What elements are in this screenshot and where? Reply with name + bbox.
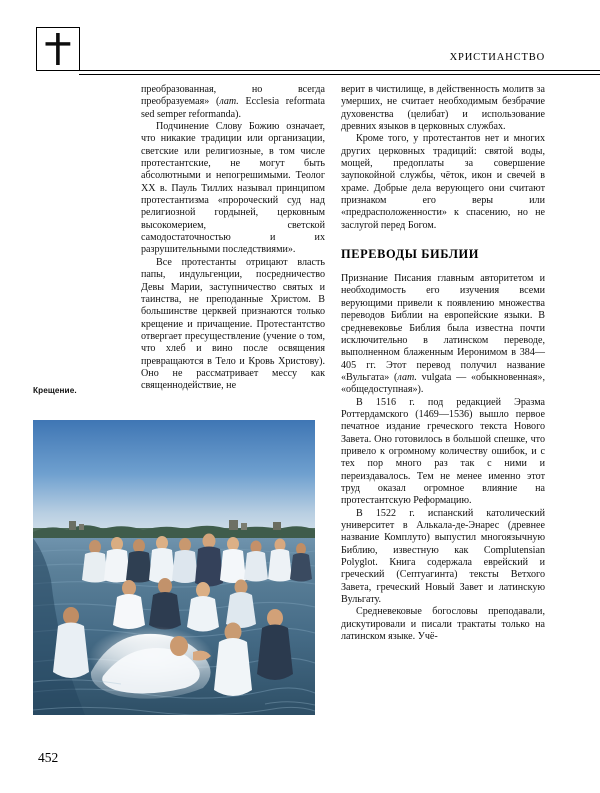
- paragraph: Подчинение Слову Божию означает, что никакие традиции или организации, светские или религиозные, в том числе протестантские, не могут быть абсолютными и непогрешимыми. Теолог XX в. Пауль Тиллих называл принципом протестантизма «пророческий суд над религиозной гордыней, церковным высокомерием, светской самодостаточностью и их разрушительными последствиями».: [141, 121, 325, 256]
- paragraph: верит в чистилище, в действенность молитв за умерших, не считает необходимым безбрачие духовенства (целибат) и использование древних языков в церковных службах.: [341, 84, 545, 133]
- header-rule-thin: [79, 74, 600, 75]
- paragraph: [141, 84, 325, 121]
- body-column-right: [341, 84, 545, 643]
- paragraph-text: преобразованная, но всегда преобразуемая» (: [141, 84, 325, 108]
- paragraph: Кроме того, у протестантов нет и многих других церковных традиций: святой воды, мощей, предоплаты за совершение заупокойной службы, чёток, икон и свечей в храме. Добрые дела верующего они считают признаком его веры или «предрасположенности» к спасению, но не заслугой перед Богом.: [341, 133, 545, 231]
- running-head-title: ХРИСТИАНСТВО: [449, 52, 545, 63]
- header-rule-thick: [79, 70, 600, 71]
- latin-marker: лат.: [219, 96, 239, 108]
- paragraph: В 1522 г. испанский католический университет в Алькала-де-Энарес (древнее название Комплуто) выпустил многоязычную Библию, известную как Complutensian Polyglot. Книга содержала еврейский и греческий (Септуагинта) тексты Ветхого Завета, греческий Новый Завет и латинскую Вульгату.: [341, 507, 545, 606]
- paragraph: Средневековые богословы преподавали, дискутировали и писали трактаты только на латинском языке. Учё-: [341, 606, 545, 643]
- paragraph: В 1516 г. под редакцией Эразма Роттердамского (1469—1536) вышло первое печатное издание греческого текста Нового Завета. Оно готовилось в большой спешке, что привело к огромному количеству ошибок, и с тех пор много раз так с ними и переиздавалось. Тем не менее именно этот труд оказал огромное влияние на протестантскую Реформацию.: [341, 396, 545, 507]
- paragraph: Все протестанты отрицают власть папы, индульгенции, посредничество Девы Марии, заступничество святых и таинства, не преподанные Христом. В большинстве церквей признаются только крещение и причащение. Протестантство отвергает пресуществление (учение о том, что хлеб и вино после освящения превращаются в Тело и Кровь Христову). Оно не рассматривает мессу как священнодействие, не: [141, 256, 325, 392]
- photo-caption: Крещение.: [33, 386, 77, 395]
- paragraph: [341, 273, 545, 396]
- paragraph-text-cont: vulgata — «обыкновенная», «общедоступная»).: [341, 371, 546, 396]
- latin-marker: лат.: [397, 371, 417, 383]
- paragraph-text-cont: Ecclesia reformata sed semper reformanda).: [141, 96, 325, 120]
- page-number: 452: [38, 750, 59, 765]
- body-column-left: [141, 84, 325, 393]
- latin-cross-icon: [36, 27, 80, 71]
- paragraph-text: Признание Писания главным авторитетом и необходимость его изучения всеми верующими привели к появлению множества переводов Библии на европейские языки. В средневековье Библия была известна почти исключительно в латинском переводе, выполненном блаженным Иеронимом в 384—405 гг. Этот перевод получил название «Вульгата» (: [341, 273, 545, 383]
- section-heading: ПЕРЕВОДЫ БИБЛИИ: [341, 247, 480, 262]
- page-header: [0, 0, 600, 80]
- baptism-in-river-photograph: [33, 420, 315, 715]
